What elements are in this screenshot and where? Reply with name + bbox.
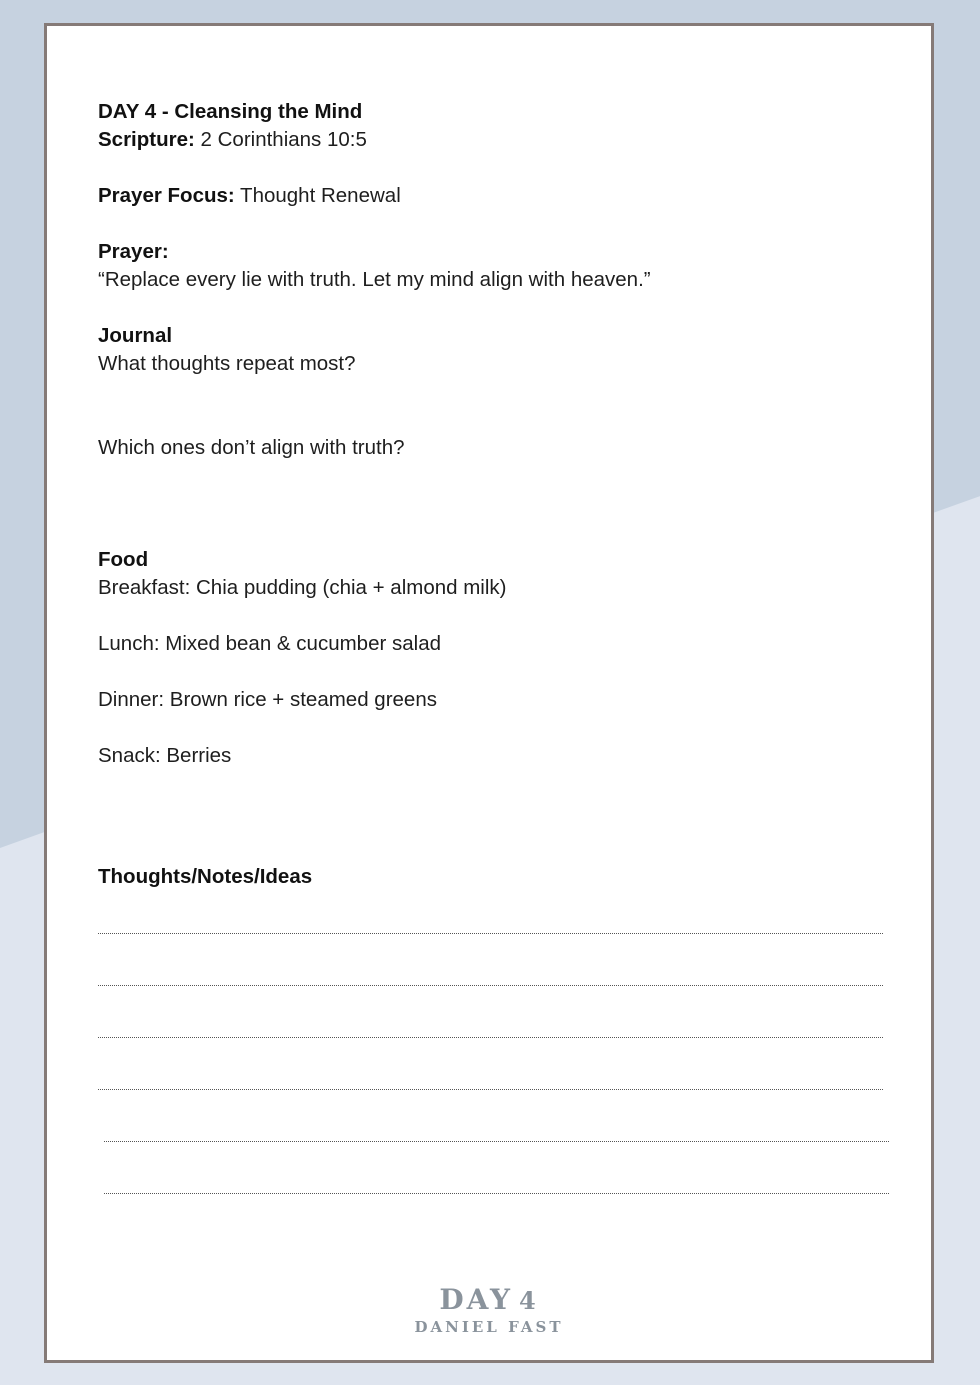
journal-label: Journal (98, 324, 173, 347)
food-item-breakfast: Breakfast: Chia pudding (chia + almond milk) (98, 576, 507, 599)
note-line[interactable] (104, 1141, 889, 1142)
prayer-focus-label: Prayer Focus: (98, 184, 235, 207)
scripture-line (98, 126, 888, 154)
footer-subtitle: DANIEL FAST (414, 1318, 564, 1336)
footer-day-word: DAY (439, 1283, 513, 1316)
footer-day-number: 4 (518, 1286, 539, 1315)
note-line[interactable] (98, 1037, 883, 1038)
day-heading: DAY 4 - Cleansing the Mind (98, 100, 363, 123)
prayer-focus-line (98, 182, 888, 210)
journal-question: What thoughts repeat most? (98, 352, 356, 375)
scripture-value: 2 Corinthians 10:5 (194, 128, 367, 151)
journal-question: Which ones don’t align with truth? (98, 436, 405, 459)
scripture-label: Scripture: (98, 128, 195, 151)
note-line[interactable] (104, 1193, 889, 1194)
notes-heading: Thoughts/Notes/Ideas (98, 865, 313, 888)
journal-page (44, 23, 934, 1363)
footer-day (47, 1283, 931, 1316)
food-item-snack: Snack: Berries (98, 744, 232, 767)
prayer-text: “Replace every lie with truth. Let my mind align with heaven.” (98, 268, 651, 291)
note-line[interactable] (98, 933, 883, 934)
prayer-focus-value: Thought Renewal (234, 184, 401, 207)
food-item-dinner: Dinner: Brown rice + steamed greens (98, 688, 437, 711)
prayer-label: Prayer: (98, 240, 169, 263)
note-line[interactable] (98, 1089, 883, 1090)
note-line[interactable] (98, 985, 883, 986)
food-item-lunch: Lunch: Mixed bean & cucumber salad (98, 632, 442, 655)
food-label: Food (98, 548, 149, 571)
page-content (98, 98, 888, 891)
